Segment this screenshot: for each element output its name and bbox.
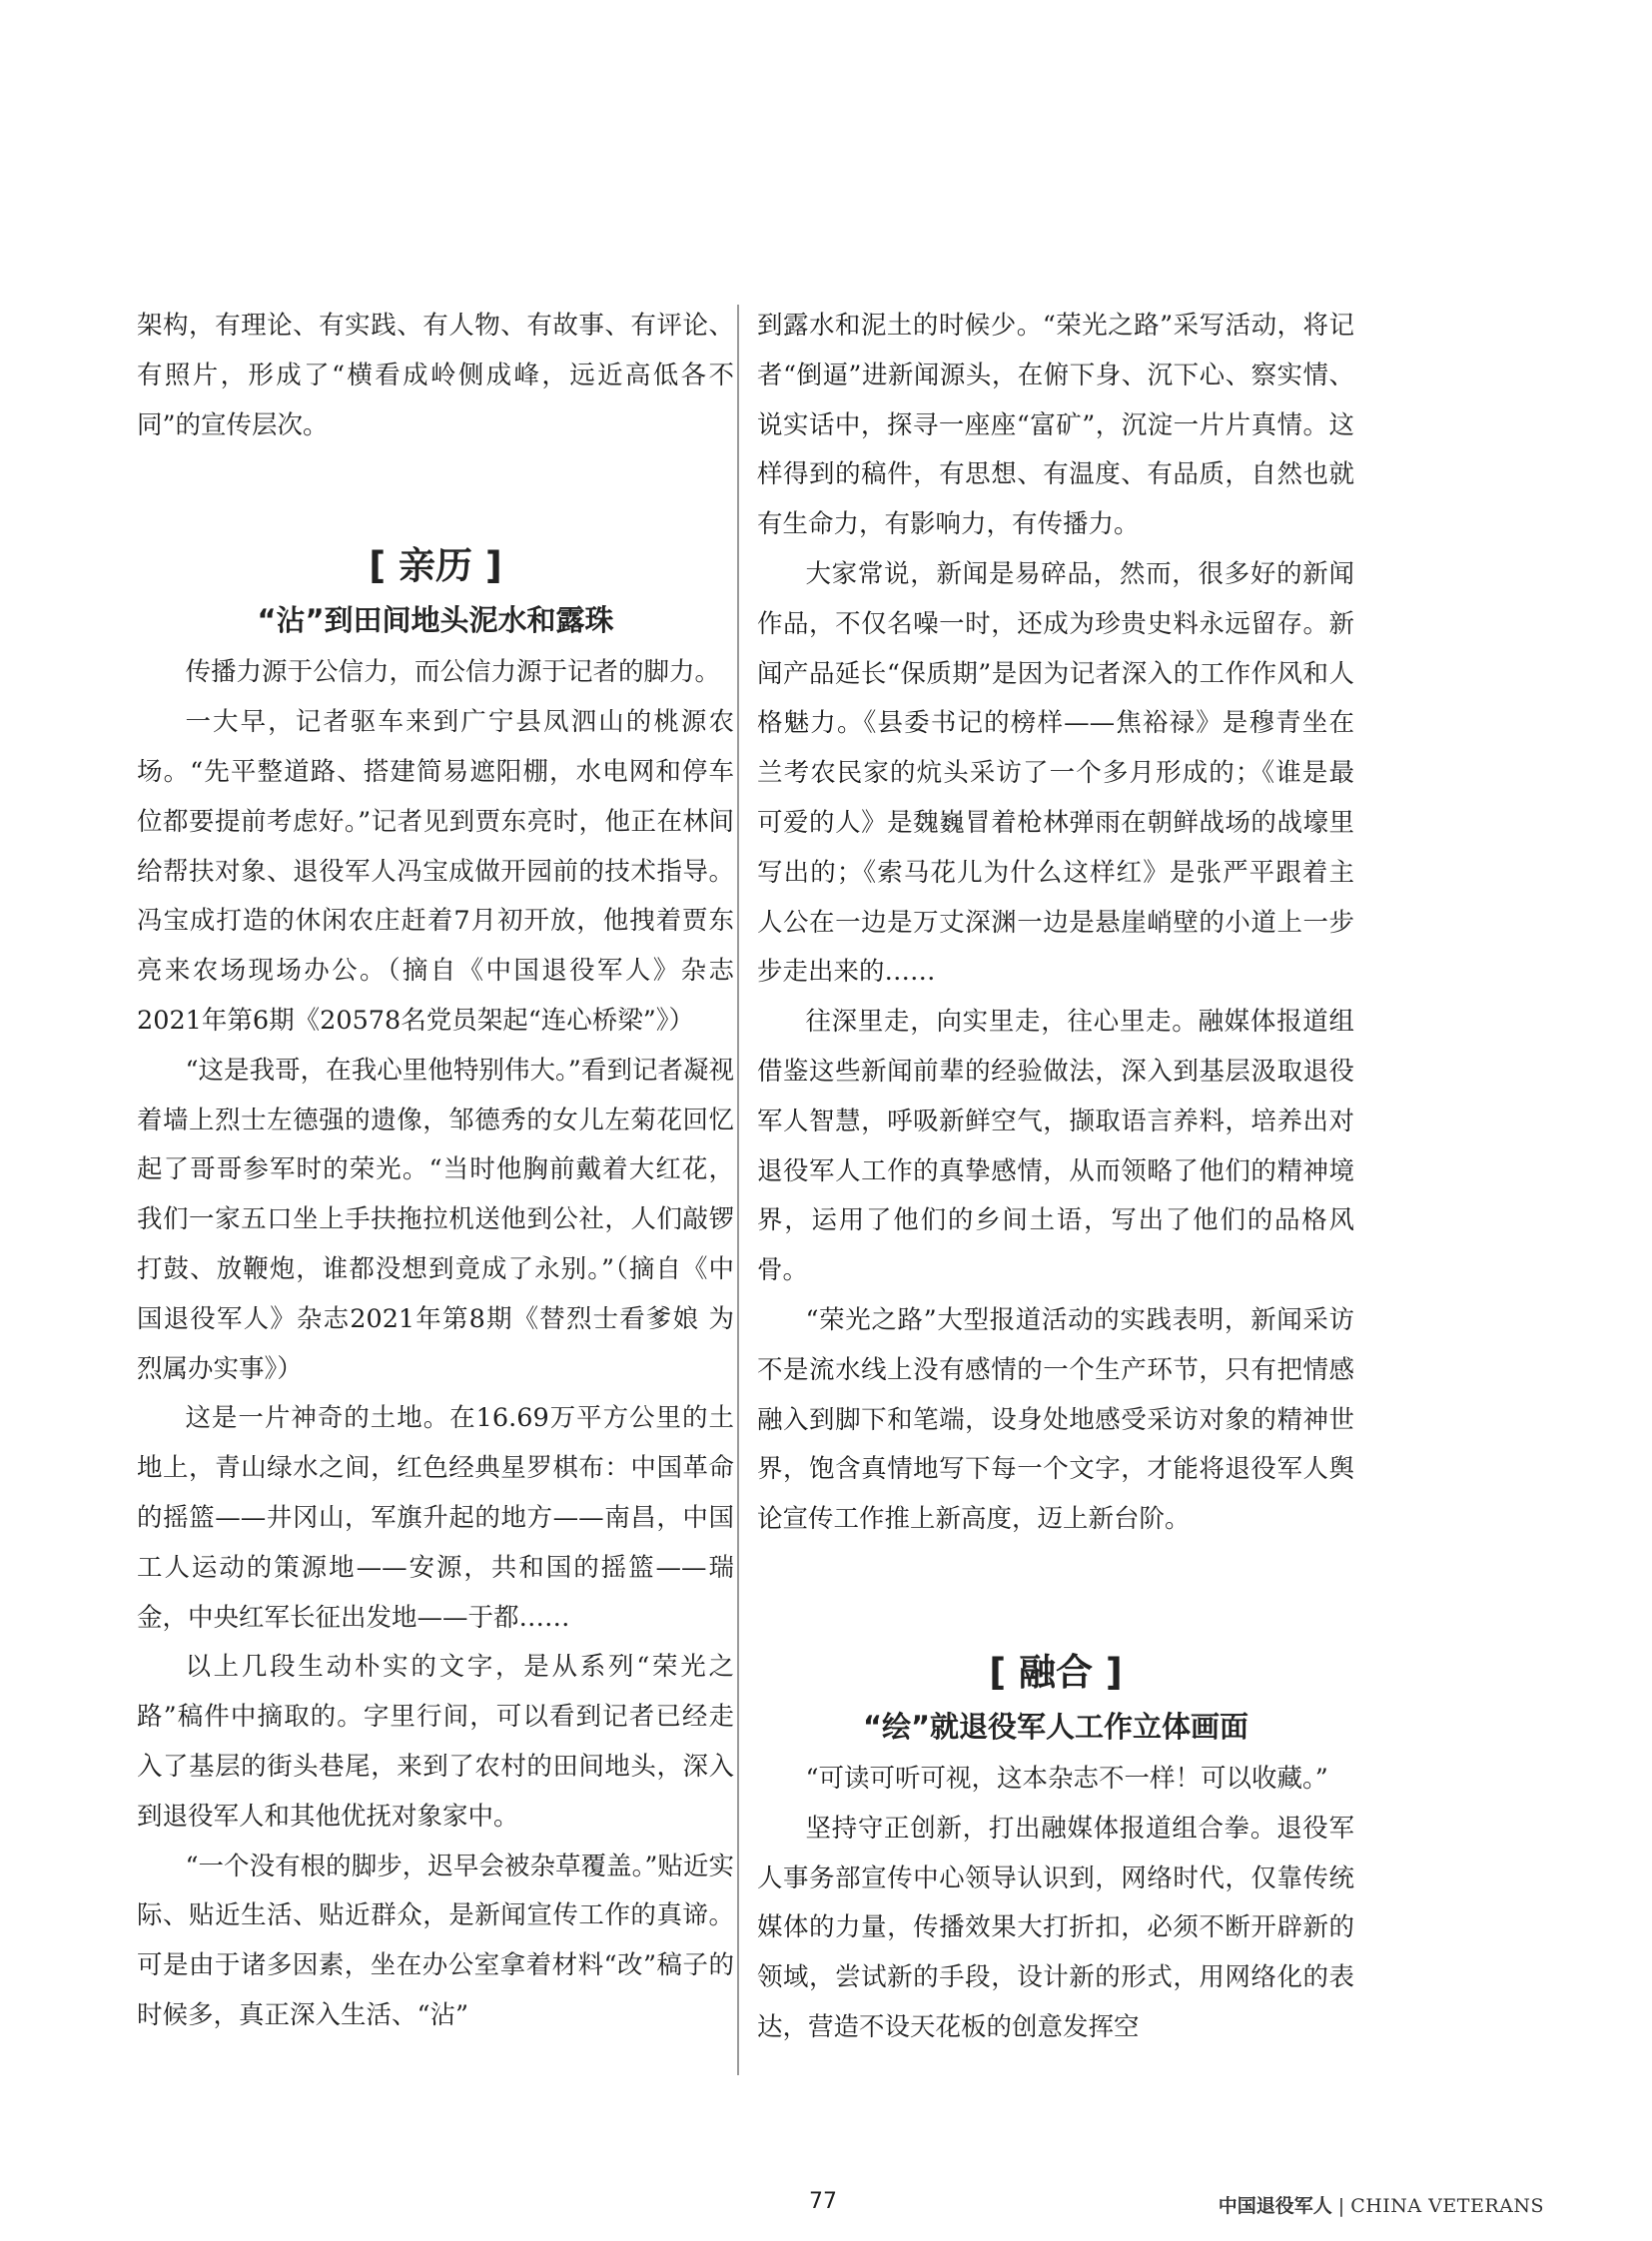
body-paragraph: 一大早，记者驱车来到广宁县凤泗山的桃源农场。“先平整道路、搭建简易遮阳棚，水电网和停车位都要提前考虑好。”记者见到贾东亮时，他正在林间给帮扶对象、退役军人冯宝成做开园前的技术指导。冯宝成打造的休闲农庄赶着7月初开放，他拽着贾东亮来农场现场办公。（摘自《中国退役军人》杂志2021年第6期《20578名党员架起“连心桥梁”》） bbox=[137, 707, 734, 1036]
body-paragraph: 坚持守正创新，打出融媒体报道组合拳。退役军人事务部宣传中心领导认识到，网络时代，仅靠传统媒体的力量，传播效果大打折扣，必须不断开辟新的领域，尝试新的手段，设计新的形式，用网络化的表达，营造不设天花板的创意发挥空 bbox=[757, 1813, 1354, 2042]
left-column bbox=[137, 302, 734, 2041]
page-number: 77 bbox=[809, 2189, 837, 2214]
section-title: [ 融合 ] bbox=[989, 1650, 1123, 1694]
right-column bbox=[757, 302, 1354, 2053]
brand-chinese: 中国退役军人 bbox=[1218, 2195, 1332, 2217]
body-paragraph: 到露水和泥土的时候少。“荣光之路”采写活动，将记者“倒逼”进新闻源头，在俯下身、沉下心、察实情、说实话中，探寻一座座“富矿”，沉淀一片片真情。这样得到的稿件，有思想、有温度、有品质，自然也就有生命力，有影响力，有传播力。 bbox=[757, 311, 1354, 540]
brand-english: CHINA VETERANS bbox=[1350, 2195, 1544, 2217]
page-footer bbox=[0, 2189, 1652, 2229]
body-paragraph: 以上几段生动朴实的文字，是从系列“荣光之路”稿件中摘取的。字里行间，可以看到记者已经走入了基层的街头巷尾，来到了农村的田间地头，深入到退役军人和其他优抚对象家中。 bbox=[137, 1652, 734, 1832]
body-paragraph: “可读可听可视，这本杂志不一样！可以收藏。” bbox=[805, 1763, 1328, 1794]
section-heading-qinli bbox=[137, 536, 734, 644]
column-divider bbox=[737, 305, 739, 2075]
magazine-brand bbox=[1219, 2191, 1544, 2218]
intro-paragraph: 架构，有理论、有实践、有人物、有故事、有评论、有照片，形成了“横看成岭侧成峰，远近高低各不同”的宣传层次。 bbox=[137, 311, 734, 440]
section-title: [ 亲历 ] bbox=[369, 544, 502, 588]
brand-separator: | bbox=[1337, 2195, 1345, 2217]
body-paragraph: 传播力源于公信力，而公信力源于记者的脚力。 bbox=[185, 657, 720, 688]
section-subtitle: “绘”就退役军人工作立体画面 bbox=[862, 1709, 1249, 1744]
section-heading-ronghe bbox=[757, 1643, 1354, 1751]
body-paragraph: 往深里走，向实里走，往心里走。融媒体报道组借鉴这些新闻前辈的经验做法，深入到基层汲取退役军人智慧，呼吸新鲜空气，撷取语言养料，培养出对退役军人工作的真挚感情，从而领略了他们的精神境界，运用了他们的乡间土语，写出了他们的品格风骨。 bbox=[757, 1007, 1354, 1286]
body-paragraph: 大家常说，新闻是易碎品，然而，很多好的新闻作品，不仅名噪一时，还成为珍贵史料永远留存。新闻产品延长“保质期”是因为记者深入的工作作风和人格魅力。《县委书记的榜样——焦裕禄》是穆青坐在兰考农民家的炕头采访了一个多月形成的；《谁是最可爱的人》是魏巍冒着枪林弹雨在朝鲜战场的战壕里写出的；《索马花儿为什么这样红》是张严平跟着主人公在一边是万丈深渊一边是悬崖峭壁的小道上一步步走出来的…… bbox=[757, 558, 1354, 988]
body-paragraph: “这是我哥，在我心里他特别伟大。”看到记者凝视着墙上烈士左德强的遗像，邹德秀的女儿左菊花回忆起了哥哥参军时的荣光。“当时他胸前戴着大红花，我们一家五口坐上手扶拖拉机送他到公社，人们敲锣打鼓、放鞭炮，谁都没想到竟成了永别。”（摘自《中国退役军人》杂志2021年第8期《替烈士看爹娘 为烈属办实事》） bbox=[137, 1055, 734, 1384]
body-paragraph: “一个没有根的脚步，迟早会被杂草覆盖。”贴近实际、贴近生活、贴近群众，是新闻宣传工作的真谛。可是由于诸多因素，坐在办公室拿着材料“改”稿子的时候多，真正深入生活、“沾” bbox=[137, 1851, 734, 2030]
body-paragraph: 这是一片神奇的土地。在16.69万平方公里的土地上，青山绿水之间，红色经典星罗棋布：中国革命的摇篮——井冈山，军旗升起的地方——南昌，中国工人运动的策源地——安源，共和国的摇篮——瑞金，中央红军长征出发地——于都…… bbox=[137, 1403, 734, 1633]
body-paragraph: “荣光之路”大型报道活动的实践表明，新闻采访不是流水线上没有感情的一个生产环节，只有把情感融入到脚下和笔端，设身处地感受采访对象的精神世界，饱含真情地写下每一个文字，才能将退役军人舆论宣传工作推上新高度，迈上新台阶。 bbox=[757, 1304, 1354, 1535]
section-subtitle: “沾”到田间地头泥水和露珠 bbox=[257, 603, 614, 638]
